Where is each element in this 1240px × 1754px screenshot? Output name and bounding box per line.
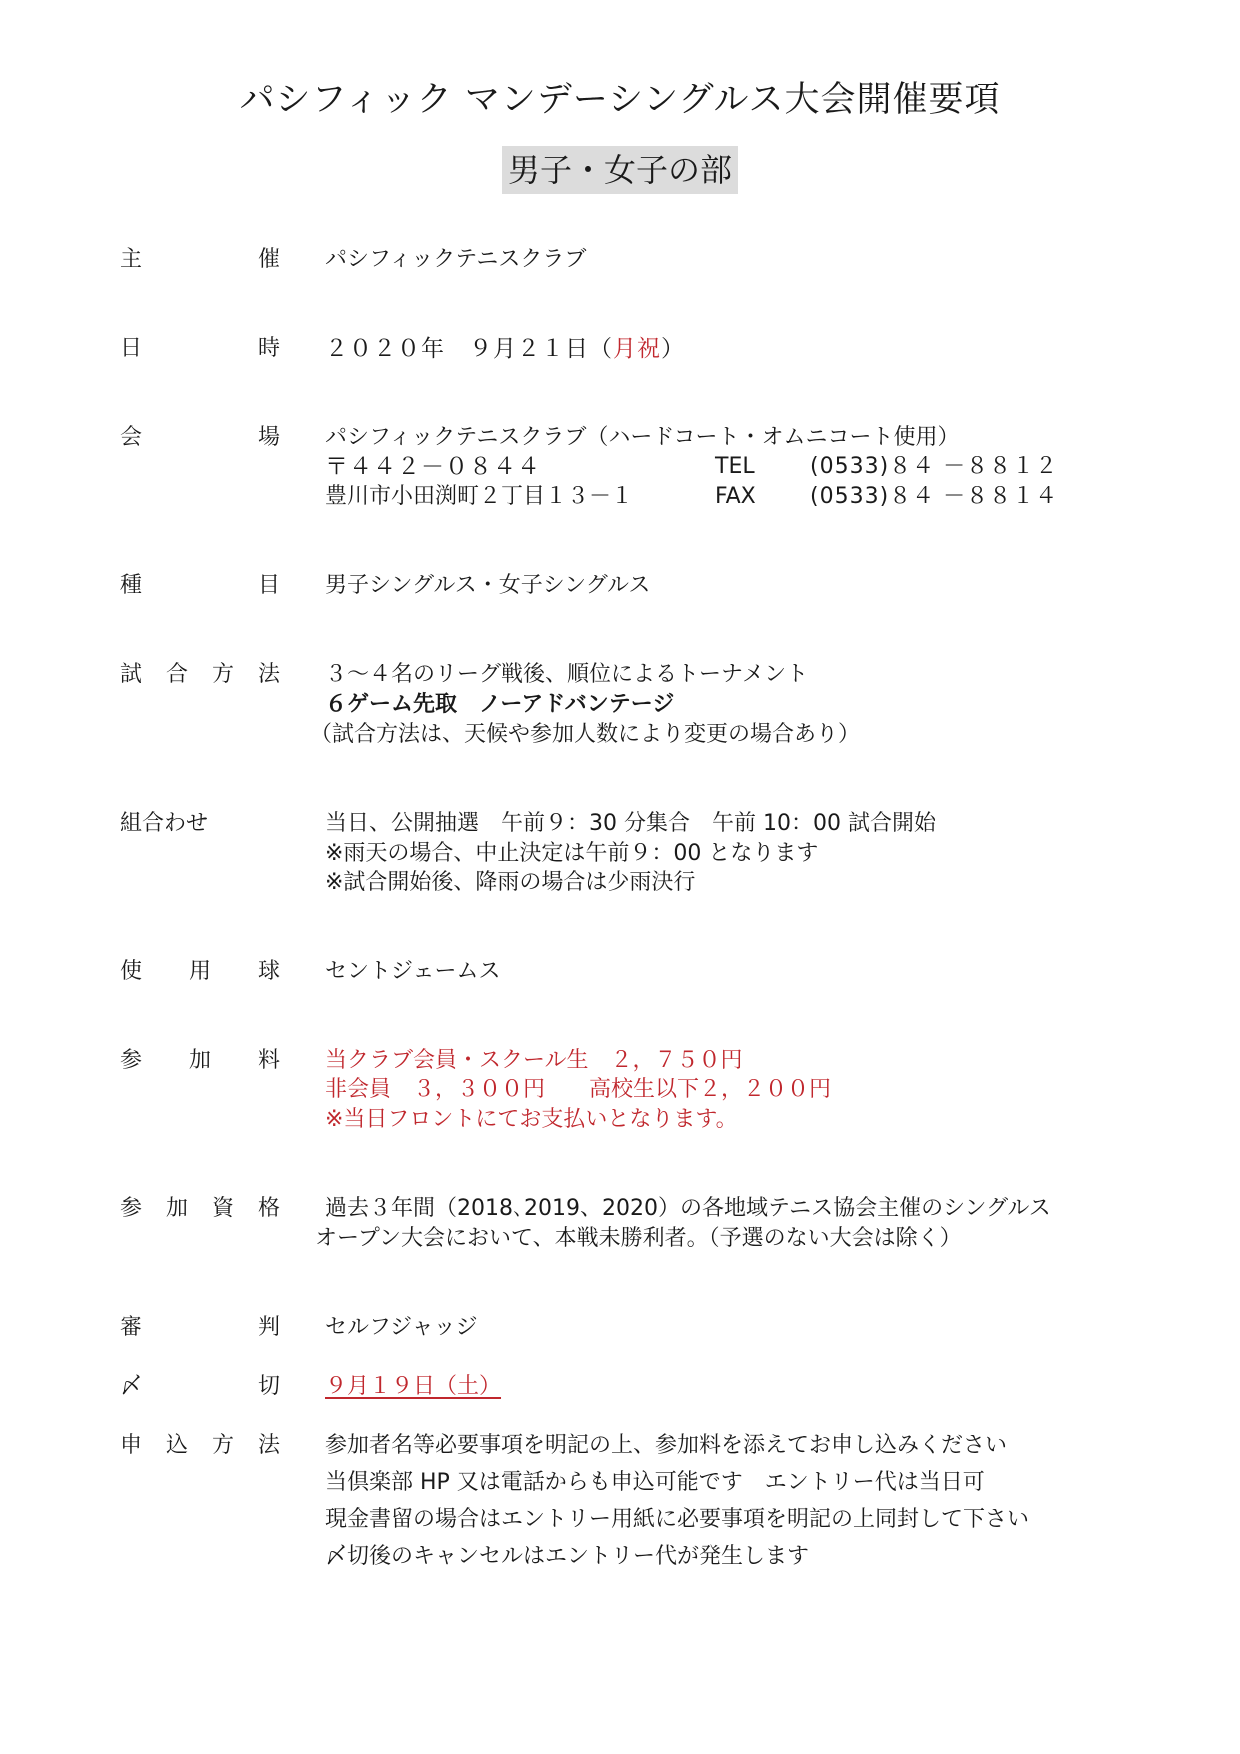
label-char: 場 [257, 425, 280, 450]
label-char: 加 [165, 1196, 188, 1221]
value-organizer: パシフィックテニスクラブ [325, 247, 587, 272]
label-char: 方 [211, 662, 234, 687]
fee-line1: 当クラブ会員・スクール生 ２，７５０円 [325, 1048, 743, 1073]
label-char: 球 [257, 959, 280, 984]
date-end: ） [661, 336, 685, 362]
fee-line3: ※当日フロントにてお支払いとなります。 [325, 1107, 738, 1132]
venue-name: パシフィックテニスクラブ（ハードコート・オムニコート使用） [325, 425, 960, 450]
venue-fax: (0533)８４ －８８１４ [810, 484, 1059, 509]
date-main: ２０２０年 ９月２１日（ [325, 336, 613, 362]
label-char: 加 [188, 1048, 211, 1073]
label-char: 催 [257, 247, 280, 272]
label-date [120, 334, 280, 364]
application-line1: 参加者名等必要事項を明記の上、参加料を添えてお申し込みください [325, 1433, 1008, 1458]
eligibility-line2: オープン大会において、本戦未勝利者。（予選のない大会は除く） [315, 1226, 962, 1251]
venue-address: 豊川市小田渕町２丁目１３－１ [325, 484, 634, 509]
label-char: 種 [120, 573, 143, 598]
label-char: 〆 [120, 1374, 143, 1399]
value-deadline: ９月１９日（土） [325, 1374, 502, 1399]
venue-postal: 〒４４２－０８４４ [325, 454, 541, 480]
label-draw: 組合わせ [120, 811, 209, 836]
label-char: 資 [211, 1196, 234, 1221]
label-char: 料 [257, 1048, 280, 1073]
label-char: 主 [120, 247, 143, 272]
label-char: 合 [165, 662, 188, 687]
value-ball: セントジェームス [325, 959, 501, 984]
draw-line2: ※雨天の場合、中止決定は午前９：00 となります [325, 841, 819, 866]
label-char: 申 [120, 1433, 143, 1458]
value-events: 男子シングルス・女子シングルス [325, 573, 651, 598]
page-title: パシフィック マンデーシングルス大会開催要項 [239, 80, 1001, 120]
label-char: 格 [257, 1196, 280, 1221]
label-char: 方 [211, 1433, 234, 1458]
label-char: 参 [120, 1048, 143, 1073]
application-line2: 当倶楽部 HP 又は電話からも申込可能です エントリー代は当日可 [325, 1470, 985, 1495]
label-organizer [120, 245, 280, 275]
match-format-line2: ６ゲーム先取 ノーアドバンテージ [325, 692, 675, 717]
fee-line2: 非会員 ３，３００円 高校生以下２，２００円 [325, 1077, 832, 1102]
label-char: 試 [120, 662, 143, 687]
date-holiday: 月祝 [613, 336, 661, 362]
label-char: 法 [257, 1433, 280, 1458]
label-char: 日 [120, 336, 143, 361]
eligibility-line1: 過去３年間（2018､2019、2020）の各地域テニス協会主催のシングルス [325, 1196, 1051, 1221]
label-events [120, 571, 280, 601]
label-referee [120, 1313, 280, 1343]
label-ball [120, 957, 280, 987]
value-referee: セルフジャッジ [325, 1315, 478, 1340]
value-date [325, 334, 685, 364]
label-char: 審 [120, 1315, 143, 1340]
label-char: 使 [120, 959, 143, 984]
label-application [120, 1431, 280, 1461]
label-char: 切 [257, 1374, 280, 1399]
label-eligibility [120, 1194, 280, 1224]
label-char: 用 [188, 959, 211, 984]
draw-line3: ※試合開始後、降雨の場合は少雨決行 [325, 870, 696, 895]
label-char: 法 [257, 662, 280, 687]
section-subtitle: 男子・女子の部 [502, 146, 738, 194]
match-format-line3: （試合方法は、天候や参加人数により変更の場合あり） [310, 722, 861, 747]
label-char: 判 [257, 1315, 280, 1340]
label-deadline [120, 1372, 280, 1402]
label-venue [120, 423, 280, 453]
application-line4: 〆切後のキャンセルはエントリー代が発生します [325, 1544, 810, 1569]
venue-tel-label: TEL [715, 454, 755, 479]
venue-fax-label: FAX [715, 484, 756, 509]
draw-line1: 当日、公開抽選 午前９：30 分集合 午前 10：00 試合開始 [325, 811, 936, 836]
label-char: 参 [120, 1196, 143, 1221]
venue-tel: (0533)８４ －８８１２ [810, 454, 1059, 479]
label-char: 目 [257, 573, 280, 598]
subtitle-wrap [0, 146, 1240, 194]
match-format-line1: ３～４名のリーグ戦後、順位によるトーナメント [325, 662, 809, 687]
label-match-format [120, 660, 280, 690]
application-line3: 現金書留の場合はエントリー用紙に必要事項を明記の上同封して下さい [325, 1507, 1030, 1532]
label-fee [120, 1046, 280, 1076]
label-char: 込 [165, 1433, 188, 1458]
label-char: 時 [257, 336, 280, 361]
label-char: 会 [120, 425, 143, 450]
